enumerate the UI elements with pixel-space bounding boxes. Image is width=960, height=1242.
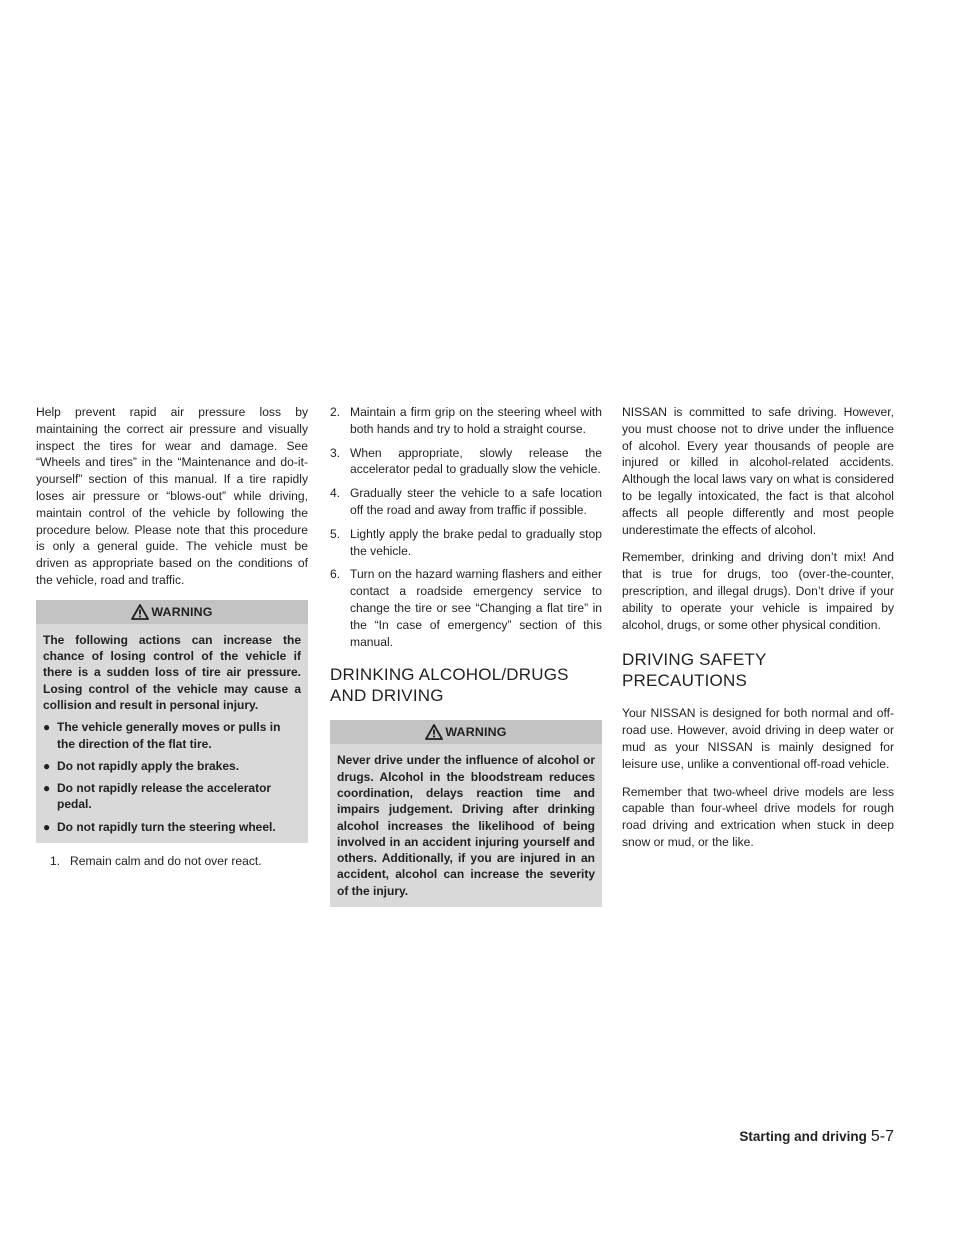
procedure-step-3 xyxy=(330,445,602,479)
alcohol-warning-box xyxy=(330,720,602,907)
warning-triangle-icon xyxy=(425,724,443,740)
step-number: 5. xyxy=(330,526,341,541)
step-number: 4. xyxy=(330,486,341,501)
paragraph: Your NISSAN is designed for both normal and off-road use. However, avoid driving in deep water or mud as your NISSAN is mainly designed for leisure use, unlike a conventional off-road vehicle. xyxy=(622,706,894,771)
warning-title: WARNING xyxy=(151,604,213,619)
bullet-dot-icon: ● xyxy=(43,781,51,796)
paragraph: NISSAN is committed to safe driving. However, you must choose not to drive under the influence of alcohol. Every year thousands of people are injured or killed in alcohol-related accidents. Although the local laws vary on what is considered to be legally intoxicated, the fact is that alcohol affects all people differently and most people underestimate the effects of alcohol. xyxy=(622,405,894,537)
warning-header xyxy=(330,720,602,744)
paragraph: Remember, drinking and driving don’t mix! And that is true for drugs, too (over-the-counter, prescription, and illegal drugs). Don’t drive if your ability to operate your vehicle is impaired by alcohol, drugs, or some other physical condition. xyxy=(622,550,894,632)
page-number: 5-7 xyxy=(870,1128,894,1145)
column-3 xyxy=(622,404,894,862)
procedure-step-1 xyxy=(36,853,308,870)
warning-bullet xyxy=(43,780,301,813)
procedure-step-6 xyxy=(330,566,602,650)
step-number: 6. xyxy=(330,567,341,582)
step-text: Turn on the hazard warning flashers and either contact a roadside emergency service to change the tire or see “Changing a flat tire” in the “In case of emergency” section of this manual. xyxy=(350,567,602,649)
step-number: 2. xyxy=(330,405,341,419)
page-footer xyxy=(670,1128,894,1146)
procedure-step-5 xyxy=(330,526,602,560)
warning-title: WARNING xyxy=(445,725,507,740)
warning-triangle-icon xyxy=(131,604,149,620)
warning-header xyxy=(36,600,308,624)
bullet-dot-icon: ● xyxy=(43,819,51,834)
step-number: 3. xyxy=(330,445,341,460)
section-heading-safety: DRIVING SAFETY PRECAUTIONS xyxy=(622,650,767,691)
warning-bullet xyxy=(43,819,301,835)
bullet-dot-icon: ● xyxy=(43,720,51,735)
step-text: Lightly apply the brake pedal to gradually stop the vehicle. xyxy=(350,526,602,558)
step-number: 1. xyxy=(50,854,61,869)
bullet-text: The vehicle generally moves or pulls in the direction of the flat tire. xyxy=(57,720,281,751)
paragraph: Remember that two-wheel drive models are less capable than four-wheel drive models for rough road driving and extrication when stuck in deep snow or mud, or the like. xyxy=(622,784,894,849)
intro-paragraph: Help prevent rapid air pressure loss by maintaining the correct air pressure and visually inspect the tires for wear and damage. See “Wheels and tires” in the “Maintenance and do-it-yourself” section of this manual. If a tire rapidly loses air pressure or “blows-out” while driving, maintain control of the vehicle by following the procedure below. Please note that this procedure is only a general guide. The vehicle must be driven as appropriate based on the conditions of the vehicle, road and traffic. xyxy=(36,405,308,587)
step-text: When appropriate, slowly release the accelerator pedal to gradually slow the vehicle. xyxy=(350,445,602,477)
warning-bullet xyxy=(43,758,301,774)
procedure-step-4 xyxy=(330,485,602,519)
bullet-text: Do not rapidly release the accelerator pedal. xyxy=(57,781,272,812)
column-1 xyxy=(36,404,308,877)
step-text: Maintain a firm grip on the steering wheel with both hands and try to hold a straight course. xyxy=(350,405,602,436)
step-text: Remain calm and do not over react. xyxy=(70,854,262,869)
step-text: Gradually steer the vehicle to a safe location off the road and away from traffic if possible. xyxy=(350,486,602,517)
bullet-dot-icon: ● xyxy=(43,758,51,773)
bullet-text: Do not rapidly turn the steering wheel. xyxy=(57,819,276,834)
warning-text: The following actions can increase the chance of losing control of the vehicle if there is a sudden loss of tire air pressure. Losing control of the vehicle may cause a collision and result in personal injury. xyxy=(43,632,301,712)
bullet-text: Do not rapidly apply the brakes. xyxy=(57,758,240,773)
procedure-step-2 xyxy=(330,404,602,438)
warning-bullet xyxy=(43,719,301,752)
column-2 xyxy=(330,404,602,917)
footer-section-title: Starting and driving xyxy=(739,1129,867,1144)
section-heading-drinking: DRINKING ALCOHOL/DRUGS AND DRIVING xyxy=(330,665,569,706)
warning-text: Never drive under the influence of alcohol or drugs. Alcohol in the bloodstream reduces coordination, delays reaction time and impairs judgement. Driving after drinking alcohol increases the likelihood of being involved in an accident injuring yourself and others. Additionally, if you are injured in an accident, alcohol can increase the severity of the injury. xyxy=(337,753,595,898)
tire-warning-box xyxy=(36,600,308,843)
